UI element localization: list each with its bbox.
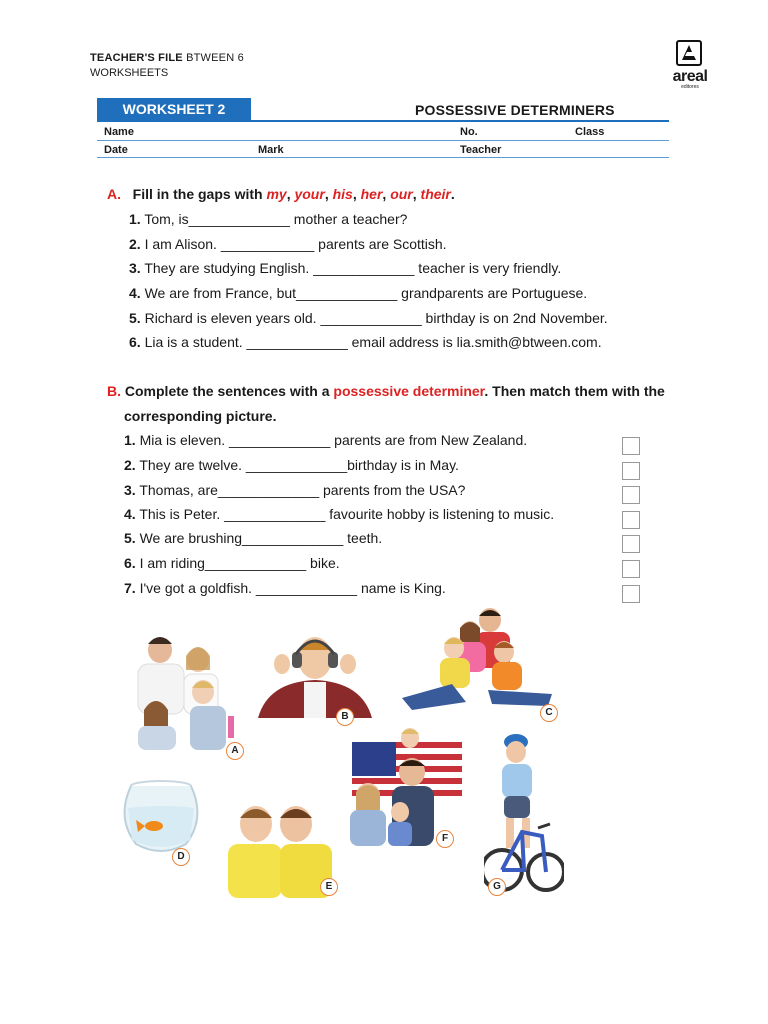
form-divider <box>97 157 669 158</box>
question-b7: 7. I've got a goldfish. _____________ name is King. <box>124 580 446 596</box>
picture-c-family-sitting <box>392 606 556 714</box>
question-a1: 1. Tom, is_____________ mother a teacher? <box>129 211 408 227</box>
answer-box-2[interactable] <box>622 462 640 480</box>
answer-box-6[interactable] <box>622 560 640 578</box>
number-field-label: No. <box>460 126 478 138</box>
question-a5: 5. Richard is eleven years old. _____________ birthday is on 2nd November. <box>129 310 608 326</box>
picture-b-label: B <box>336 708 354 726</box>
class-field-label: Class <box>575 126 605 138</box>
question-a6: 6. Lia is a student. _____________ email address is lia.smith@btween.com. <box>129 334 602 350</box>
question-b4: 4. This is Peter. _____________ favourite hobby is listening to music. <box>124 506 555 522</box>
areal-logo-icon <box>676 40 702 66</box>
question-a3: 3. They are studying English. _____________ teacher is very friendly. <box>129 260 562 276</box>
answer-box-1[interactable] <box>622 437 640 455</box>
question-b2: 2. They are twelve. _____________birthday is in May. <box>124 457 459 473</box>
picture-f-family-usa-flag <box>342 726 468 846</box>
picture-e-label: E <box>320 878 338 896</box>
picture-d-label: D <box>172 848 190 866</box>
teachers-file-header: TEACHER'S FILE BTWEEN 6 <box>90 52 244 64</box>
date-field-label: Date <box>104 144 128 156</box>
question-b1: 1. Mia is eleven. _____________ parents are from New Zealand. <box>124 432 528 448</box>
worksheet-title: POSSESSIVE DETERMINERS <box>415 102 615 118</box>
picture-g-label: G <box>488 878 506 896</box>
picture-d-goldfish-bowl <box>116 778 206 854</box>
picture-a-label: A <box>226 742 244 760</box>
question-b6: 6. I am riding_____________ bike. <box>124 555 340 571</box>
section-b-instruction-line2: corresponding picture. <box>124 408 277 424</box>
answer-box-4[interactable] <box>622 511 640 529</box>
name-field-label: Name <box>104 126 134 138</box>
question-b5: 5. We are brushing_____________ teeth. <box>124 530 383 546</box>
question-b3: 3. Thomas, are_____________ parents from the USA? <box>124 482 466 498</box>
form-divider <box>97 140 669 141</box>
teacher-field-label: Teacher <box>460 144 502 156</box>
mark-field-label: Mark <box>258 144 284 156</box>
picture-e-two-boys <box>224 800 336 898</box>
worksheets-label: WORKSHEETS <box>90 67 169 79</box>
answer-box-5[interactable] <box>622 535 640 553</box>
answer-box-3[interactable] <box>622 486 640 504</box>
picture-f-label: F <box>436 830 454 848</box>
answer-box-7[interactable] <box>622 585 640 603</box>
title-underline <box>97 120 669 122</box>
question-a4: 4. We are from France, but_____________ grandparents are Portuguese. <box>129 285 588 301</box>
section-a-instruction: A. Fill in the gaps with my, your, his, her, our, their. <box>107 186 455 202</box>
areal-logo: areal editores <box>660 40 720 92</box>
picture-c-label: C <box>540 704 558 722</box>
picture-a-family-brushing-teeth <box>108 630 240 750</box>
question-a2: 2. I am Alison. ____________ parents are Scottish. <box>129 236 447 252</box>
section-b-instruction: B. Complete the sentences with a possessive determiner. Then match them with the <box>107 383 665 399</box>
worksheet-badge: WORKSHEET 2 <box>97 98 251 120</box>
picture-b-boy-headphones <box>248 632 382 718</box>
